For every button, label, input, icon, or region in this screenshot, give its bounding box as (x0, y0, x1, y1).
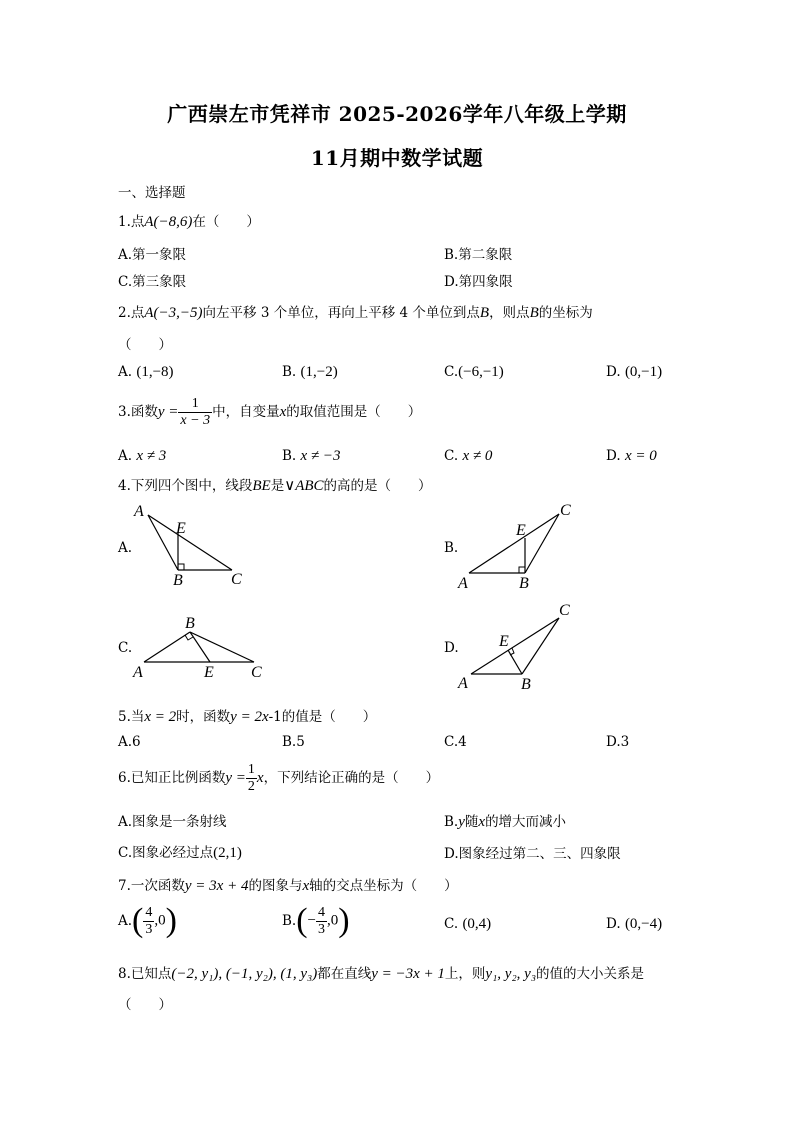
fig-b-seg-bc (525, 514, 559, 573)
q7-b-num: 4 (318, 904, 326, 920)
q7-b-den: 3 (318, 921, 326, 937)
q1-option-b: B.第二象限 (444, 247, 513, 263)
q8-mid2: 上，则 (444, 966, 486, 982)
q8-mid: 都在直线 (317, 966, 372, 982)
q7-value-d: (0,−4) (624, 916, 663, 932)
q7-a-rparen: ) (165, 902, 177, 939)
q8-vars: y₁, y₂, y₃ (485, 966, 537, 982)
q7-option-c (444, 916, 491, 933)
fig-b-label-e: E (516, 522, 526, 539)
q5-option-a: A.6 (118, 734, 141, 750)
q2-point: A(−3,−5) (144, 305, 203, 321)
q8-line: y = −3x + 1 (371, 966, 445, 982)
q7-prefix: 7.一次函数 (118, 878, 185, 894)
fig-d-label-c: C (559, 602, 570, 619)
q4-seg: BE (252, 478, 271, 494)
q2-value-a: (1,−8) (136, 364, 174, 380)
q1-option-c: C.第三象限 (118, 274, 187, 290)
q6-func-lhs: y = (225, 770, 246, 786)
q2-text-b: 向左平移 3 个单位，再向上平移 4 个单位到点 (202, 305, 480, 321)
q4-suffix: 的高的是（ ） (323, 478, 432, 494)
q6-optc-text: C.图象必经过点 (118, 845, 214, 861)
fig-a-seg-ac (148, 515, 232, 570)
q1-prefix: 1.点 (118, 214, 145, 230)
fig-a-seg-ab (148, 515, 178, 570)
q7-option-a (118, 902, 177, 940)
q2-text-d: 的坐标为 (538, 305, 593, 321)
q7-func: y = 3x + 4 (184, 878, 249, 894)
fig-b-right-angle (519, 567, 525, 573)
q6-denominator: 2 (247, 779, 255, 794)
q3-option-d (606, 448, 657, 465)
q3-fraction (178, 396, 212, 429)
fig-d-seg-bc (522, 618, 559, 674)
q4-option-c-letter: C. (118, 640, 133, 656)
q3-func-lhs: y = (157, 404, 179, 420)
q4-figure-c (130, 610, 270, 685)
q2-letter-c: C. (444, 364, 459, 380)
q4-figure-a (130, 500, 260, 590)
q2-option-b (282, 364, 338, 381)
q3-letter-a: A. (118, 448, 133, 464)
q6-optb-x: x (478, 814, 486, 830)
q4-prefix: 4.下列四个图中，线段 (118, 478, 253, 494)
fig-a-label-a: A (134, 503, 144, 520)
q7-b-lparen: ( (296, 902, 308, 939)
q5-func-tail: -1 (268, 709, 282, 725)
fig-b-label-c: C (560, 502, 571, 519)
q8-prefix: 8.已知点 (118, 966, 172, 982)
q2-letter-a: A. (118, 364, 133, 380)
q3-mid: 中，自变量 (212, 404, 280, 420)
fig-d-seg-be (508, 650, 522, 674)
q3-letter-d: D. (606, 448, 621, 464)
q3-letter-b: B. (282, 448, 297, 464)
fig-d-label-b: B (521, 676, 531, 693)
q5-prefix: 5.当 (118, 709, 145, 725)
q2-paren: （ ） (118, 337, 172, 353)
q7-letter-b: B. (282, 913, 297, 929)
q8-points: (−2, y₁), (−1, y₂), (1, y₃) (171, 966, 318, 982)
q5-option-c: C.4 (444, 734, 467, 750)
q3-option-c (444, 448, 492, 465)
q3-letter-c: C. (444, 448, 459, 464)
q3-option-a (118, 448, 166, 465)
q7-option-d (606, 916, 662, 933)
q6-optc-point: (2,1) (213, 845, 242, 861)
q2-option-c (444, 364, 504, 381)
q4-tri: ∨ABC (284, 478, 324, 494)
q6-optb-suffix: 的增大而减小 (485, 814, 567, 830)
q2-text-c: ，则点 (489, 305, 530, 321)
q7-b-rparen: ) (338, 902, 350, 939)
q5-func: y = 2x (230, 709, 269, 725)
q7-letter-a: A. (118, 913, 133, 929)
q2-point-b: B (479, 305, 490, 321)
section-heading: 一、选择题 (118, 185, 186, 201)
fig-a-label-b: B (173, 572, 183, 589)
q3-value-a: x ≠ 3 (136, 448, 167, 464)
fig-c-seg-ab (144, 632, 190, 662)
q7-option-b (282, 902, 350, 940)
q6-suffix: ，下列结论正确的是（ ） (263, 770, 440, 786)
fig-d-label-e: E (499, 633, 509, 650)
q7-b-fraction (316, 905, 327, 938)
q1-option-d: D.第四象限 (444, 274, 513, 290)
q6-optb-prefix: B. (444, 814, 459, 830)
q2-value-d: (0,−1) (624, 364, 663, 380)
q6-func-x: x (256, 770, 264, 786)
q7-a-fraction (143, 905, 154, 938)
question-3 (118, 396, 421, 429)
fig-c-label-a: A (133, 664, 143, 681)
q5-mid: 时，函数 (176, 709, 231, 725)
q3-prefix: 3.函数 (118, 404, 158, 420)
q6-option-a: A.图象是一条射线 (118, 814, 227, 830)
question-8 (118, 962, 644, 983)
q7-letter-c: C. (444, 916, 459, 932)
fig-a-right-angle (178, 564, 184, 570)
q7-a-lparen: ( (132, 902, 144, 939)
q5-suffix: 的值是（ ） (281, 709, 377, 725)
q6-option-b (444, 810, 566, 831)
q4-figure-d (455, 598, 585, 698)
q2-letter-d: D. (606, 364, 621, 380)
q3-value-d: x = 0 (624, 448, 657, 464)
q7-letter-d: D. (606, 916, 621, 932)
question-1 (118, 210, 260, 231)
exam-title-line2: 11月期中数学试题 (310, 146, 484, 170)
q7-suffix: 轴的交点坐标为（ ） (309, 878, 458, 894)
q5-cond: x = 2 (144, 709, 177, 725)
q6-fraction (246, 762, 257, 795)
q7-b-tail: ,0 (327, 912, 339, 929)
q3-denominator: x − 3 (180, 413, 211, 428)
q3-value-c: x ≠ 0 (462, 448, 493, 464)
q4-mid: 是 (270, 478, 285, 494)
q6-option-d: D.图象经过第二、三、四象限 (444, 846, 621, 862)
question-2 (118, 301, 593, 322)
question-4 (118, 474, 432, 495)
q8-paren: （ ） (118, 997, 172, 1013)
q5-option-b: B.5 (282, 734, 305, 750)
q3-option-b (282, 448, 341, 465)
fig-d-label-a: A (458, 675, 468, 692)
q7-b-sign: − (307, 912, 317, 929)
question-5 (118, 705, 376, 726)
q3-suffix: 的取值范围是（ ） (286, 404, 422, 420)
q7-a-tail: ,0 (154, 912, 166, 929)
q4-figure-b (455, 498, 585, 593)
q6-optb-y: y (458, 814, 465, 830)
q8-suffix: 的值的大小关系是 (536, 966, 645, 982)
q3-var: x (279, 404, 287, 420)
q5-option-d: D.3 (606, 734, 630, 750)
fig-b-seg-ac (469, 514, 559, 573)
q4-option-b-letter: B. (444, 540, 459, 556)
q7-a-den: 3 (145, 921, 153, 937)
q3-numerator: 1 (191, 396, 199, 411)
q6-optb-mid: 随 (464, 814, 479, 830)
q6-prefix: 6.已知正比例函数 (118, 770, 226, 786)
fig-c-label-b: B (185, 615, 195, 632)
q2-letter-b: B. (282, 364, 297, 380)
fig-b-label-b: B (519, 575, 529, 592)
q1-suffix: 在（ ） (192, 214, 260, 230)
exam-title-line1: 广西崇左市凭祥市 2025-2026学年八年级上学期 (167, 102, 627, 126)
q7-value-c: (0,4) (462, 916, 492, 932)
fig-a-label-c: C (231, 571, 242, 588)
q6-option-c (118, 841, 242, 862)
q4-option-a-letter: A. (118, 540, 133, 556)
q2-value-c: (−6,−1) (458, 364, 504, 380)
fig-d-seg-ac (471, 618, 559, 674)
q7-mid: 的图象与 (248, 878, 303, 894)
q7-var: x (302, 878, 310, 894)
fig-c-label-e: E (204, 664, 214, 681)
q2-option-d (606, 364, 662, 381)
fig-a-label-e: E (176, 520, 186, 537)
q2-point-b2: B (529, 305, 539, 321)
q3-value-b: x ≠ −3 (300, 448, 341, 464)
fig-c-label-c: C (251, 664, 262, 681)
q2-option-a (118, 364, 174, 381)
question-7 (118, 874, 458, 895)
q1-option-a: A.第一象限 (118, 247, 187, 263)
q4-option-d-letter: D. (444, 640, 459, 656)
q1-point: A(−8,6) (144, 214, 193, 230)
q2-value-b: (1,−2) (300, 364, 338, 380)
question-6 (118, 762, 439, 795)
fig-b-label-a: A (458, 575, 468, 592)
q2-text-a: 2.点 (118, 305, 145, 321)
q7-a-num: 4 (145, 904, 153, 920)
q6-numerator: 1 (247, 762, 255, 777)
